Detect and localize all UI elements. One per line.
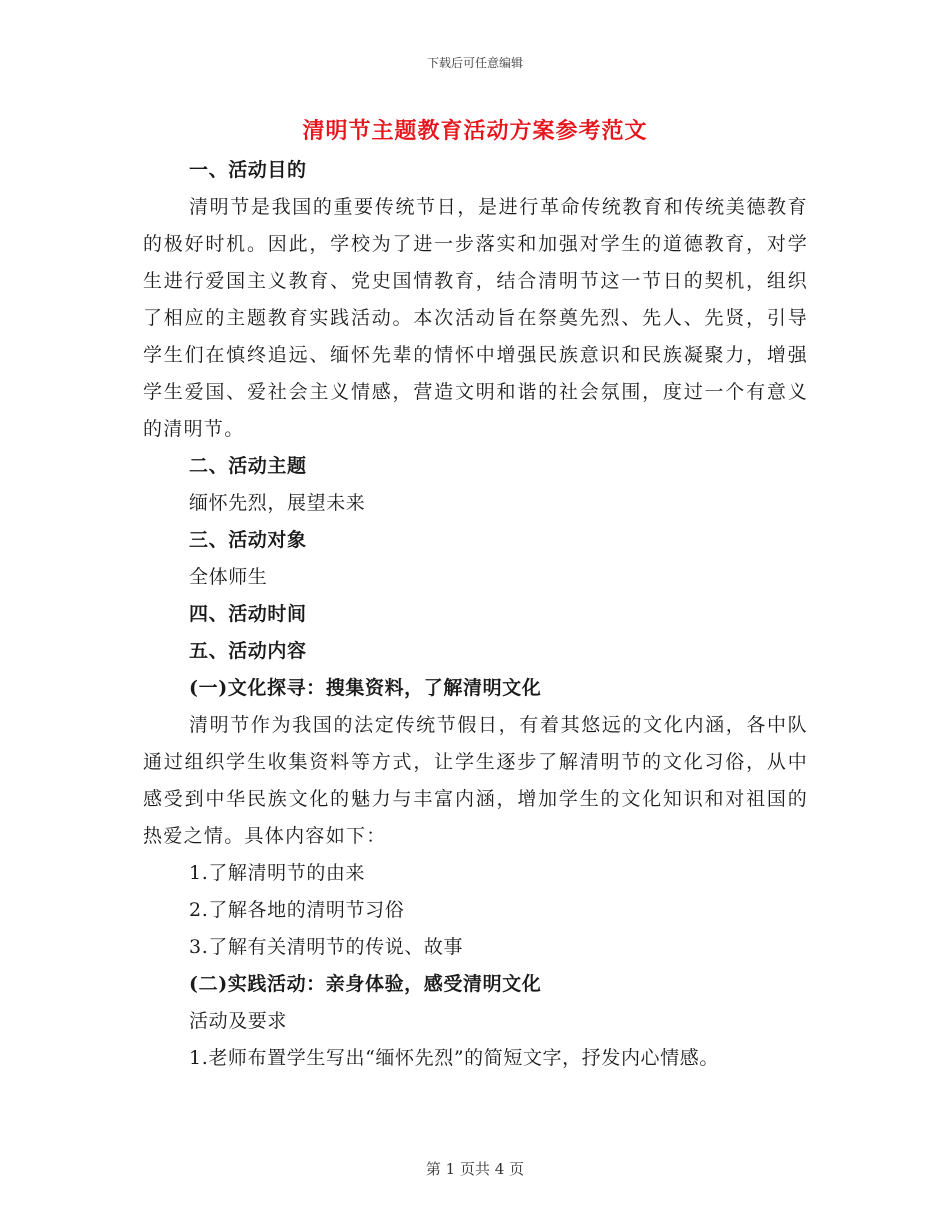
section-heading-time: 四、活动时间	[189, 603, 307, 625]
page-footer: 第 1 页共 4 页	[425, 1160, 525, 1178]
subsection-heading-practice: (二)实践活动：亲身体验，感受清明文化	[189, 973, 542, 995]
list-item: 1.老师布置学生写出“缅怀先烈”的简短文字，抒发内心情感。	[189, 1047, 719, 1069]
subsection-text-practice: 活动及要求	[189, 1010, 288, 1032]
page-header: 下载后可任意编辑	[426, 56, 523, 70]
document-body	[143, 152, 808, 1077]
subsection-paragraph-culture: 清明节作为我国的法定传统节假日，有着其悠远的文化内涵，各中队通过组织学生收集资料等方式，让学生逐步了解清明节的文化习俗，从中感受到中华民族文化的魅力与丰富内涵，增加学生的文化知识和对祖国的热爱之情。具体内容如下：	[143, 714, 808, 847]
list-item: 2.了解各地的清明节习俗	[189, 899, 405, 921]
document-title: 清明节主题教育活动方案参考范文	[302, 118, 648, 144]
section-heading-content: 五、活动内容	[189, 640, 307, 662]
list-item: 1.了解清明节的由来	[189, 862, 366, 884]
section-text-audience: 全体师生	[189, 566, 268, 588]
section-heading-purpose: 一、活动目的	[189, 159, 307, 181]
section-heading-theme: 二、活动主题	[189, 455, 307, 477]
list-item: 3.了解有关清明节的传说、故事	[189, 936, 464, 958]
section-heading-audience: 三、活动对象	[189, 529, 307, 551]
subsection-heading-culture: (一)文化探寻：搜集资料，了解清明文化	[189, 677, 542, 699]
section-paragraph-purpose: 清明节是我国的重要传统节日，是进行革命传统教育和传统美德教育的极好时机。因此，学校为了进一步落实和加强对学生的道德教育，对学生进行爱国主义教育、党史国情教育，结合清明节这一节日的契机，组织了相应的主题教育实践活动。本次活动旨在祭奠先烈、先人、先贤，引导学生们在慎终追远、缅怀先辈的情怀中增强民族意识和民族凝聚力，增强学生爱国、爱社会主义情感，营造文明和谐的社会氛围，度过一个有意义的清明节。	[143, 196, 808, 440]
section-text-theme: 缅怀先烈，展望未来	[189, 492, 366, 514]
